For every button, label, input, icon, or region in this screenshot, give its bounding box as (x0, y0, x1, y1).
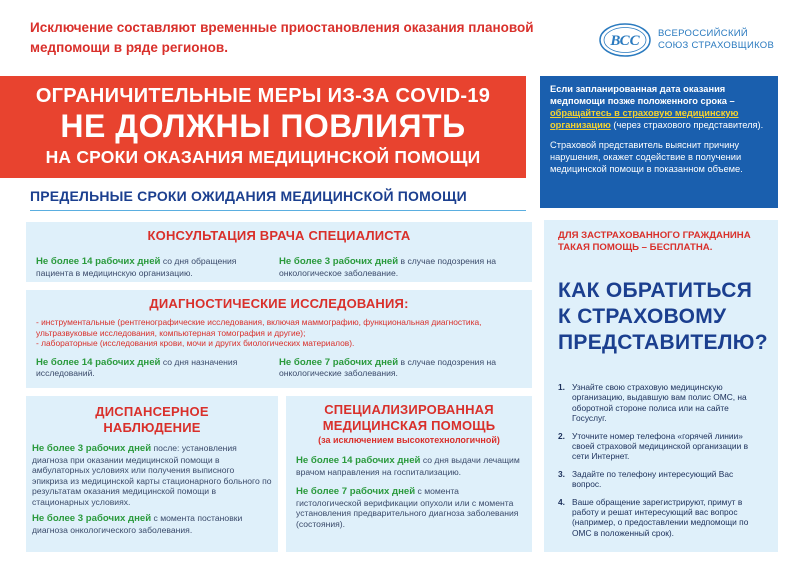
specialized-title-1: СПЕЦИАЛИЗИРОВАННАЯ (324, 402, 494, 417)
consultation-days-14: Не более 14 рабочих дней (36, 256, 161, 267)
dispensary-title-1: ДИСПАНСЕРНОЕ (95, 404, 209, 419)
banner-line-3: НА СРОКИ ОКАЗАНИЯ МЕДИЦИНСКОЙ ПОМОЩИ (45, 147, 481, 167)
vss-emblem-icon (598, 22, 652, 58)
free-care-note: ДЛЯ ЗАСТРАХОВАННОГО ГРАЖДАНИНА ТАКАЯ ПОМОЩЬ – БЕСПЛАТНА. (558, 230, 751, 253)
info-paragraph-2: Страховой представитель выяснит причину нарушения, окажет содействие в получении медицинской помощи в показанном объеме. (550, 140, 743, 174)
list-item: 1. Узнайте свою страховую медицинскую организацию, выдавшую вам полис ОМС, на оборотной стороне полиса или на сайте Госуслуг. (558, 382, 747, 424)
diagnostics-text-7: в случае подозрения на онкологические заболевания. (279, 356, 497, 378)
diagnostics-title: ДИАГНОСТИЧЕСКИЕ ИССЛЕДОВАНИЯ: (149, 296, 409, 311)
diagnostics-item-lab: - лабораторные (исследования крови, мочи и других биологических материалов). (36, 338, 355, 348)
specialized-title-2: МЕДИЦИНСКАЯ ПОМОЩЬ (322, 418, 496, 433)
specialized-days-14: Не более 14 рабочих дней (296, 455, 421, 466)
consultation-card (26, 222, 532, 282)
specialized-note: (за исключением высокотехнологичной) (318, 435, 500, 445)
dispensary-card (26, 396, 278, 552)
consultation-text-14: со дня обращения пациента в медицинскую организацию. (36, 256, 237, 278)
list-item: 2. Уточните номер телефона «горячей линии» своей страховой медицинской организации в сети Интернет. (558, 430, 749, 462)
diagnostics-item-instrumental: - инструментальные (рентгенографические исследования, включая маммографию, функциональная диагностика, ультразвуковые исследования, компьютерная томография и другие); (36, 317, 482, 338)
info-rest-text: (через страхового представителя). (613, 120, 764, 130)
info-highlight-text: обращайтесь в страховую медицинскую организацию (550, 108, 739, 130)
contact-representative-panel (544, 220, 778, 552)
specialized-days-7: Не более 7 рабочих дней (296, 486, 416, 497)
dispensary-text-1: после: установления диагноза при оказании медицинской помощи в амбулаторных условиях или получения выписного эпикриза из медицинской карты стационарного больного по результатам оказания медицинской помощи в стационарных условиях. (32, 443, 272, 507)
info-bold-text: Если запланированная дата оказания медпомощи позже положенного срока – (550, 84, 735, 106)
diagnostics-days-7: Не более 7 рабочих дней (279, 356, 399, 368)
dispensary-days-1: Не более 3 рабочих дней (32, 443, 152, 454)
logo-line-1: ВСЕРОССИЙСКИЙ (658, 28, 749, 39)
specialized-text-7: с момента гистологической верификации опухоли или с момента установления предварительного диагноза заболевания (состояния). (296, 486, 519, 529)
consultation-days-3: Не более 3 рабочих дней (279, 256, 399, 267)
list-item: 4. Ваше обращение зарегистрируют, примут в работу и решат интересующий вас вопрос (например, о предоставлении медпомощи по ОМС в положенный срок). (558, 496, 749, 538)
dispensary-text-2: с момента постановки диагноза онкологического заболевания. (32, 513, 243, 535)
exception-notice: Исключение составляют временные приостановления оказания плановой медпомощи в ряде регионов. (30, 20, 534, 55)
dispensary-days-2: Не более 3 рабочих дней (32, 513, 152, 524)
banner-line-1: ОГРАНИЧИТЕЛЬНЫЕ МЕРЫ ИЗ-ЗА COVID-19 (35, 85, 491, 107)
diagnostics-days-14: Не более 14 рабочих дней (36, 356, 161, 368)
svg-text:ВСС: ВСС (610, 33, 640, 49)
diagnostics-text-14: со дня назначения исследований. (36, 356, 238, 378)
heading-line-1: КАК ОБРАТИТЬСЯ (558, 279, 753, 302)
specialized-text-14: со дня выдачи лечащим врачом направления на госпитализацию. (296, 455, 520, 477)
how-to-contact-heading (558, 278, 768, 356)
section-title: ПРЕДЕЛЬНЫЕ СРОКИ ОЖИДАНИЯ МЕДИЦИНСКОЙ ПОМОЩИ (30, 188, 467, 204)
dispensary-title-2: НАБЛЮДЕНИЕ (103, 420, 201, 435)
specialized-care-card (286, 396, 532, 552)
diagnostics-card (26, 290, 532, 388)
insurer-info-box (540, 76, 778, 208)
logo-line-2: СОЮЗ СТРАХОВЩИКОВ (658, 40, 775, 51)
heading-line-2: К СТРАХОВОМУ (558, 305, 727, 328)
covid-banner (0, 76, 526, 178)
banner-line-2: НЕ ДОЛЖНЫ ПОВЛИЯТЬ (60, 108, 466, 144)
steps-list (558, 382, 764, 538)
consultation-text-3: в случае подозрения на онкологическое заболевание. (279, 256, 497, 278)
section-divider (30, 210, 526, 211)
list-item: 3. Задайте по телефону интересующий Вас вопрос. (558, 468, 734, 490)
heading-line-3: ПРЕДСТАВИТЕЛЮ? (558, 331, 768, 354)
vss-logo (598, 20, 778, 60)
consultation-title: КОНСУЛЬТАЦИЯ ВРАЧА СПЕЦИАЛИСТА (147, 228, 411, 243)
